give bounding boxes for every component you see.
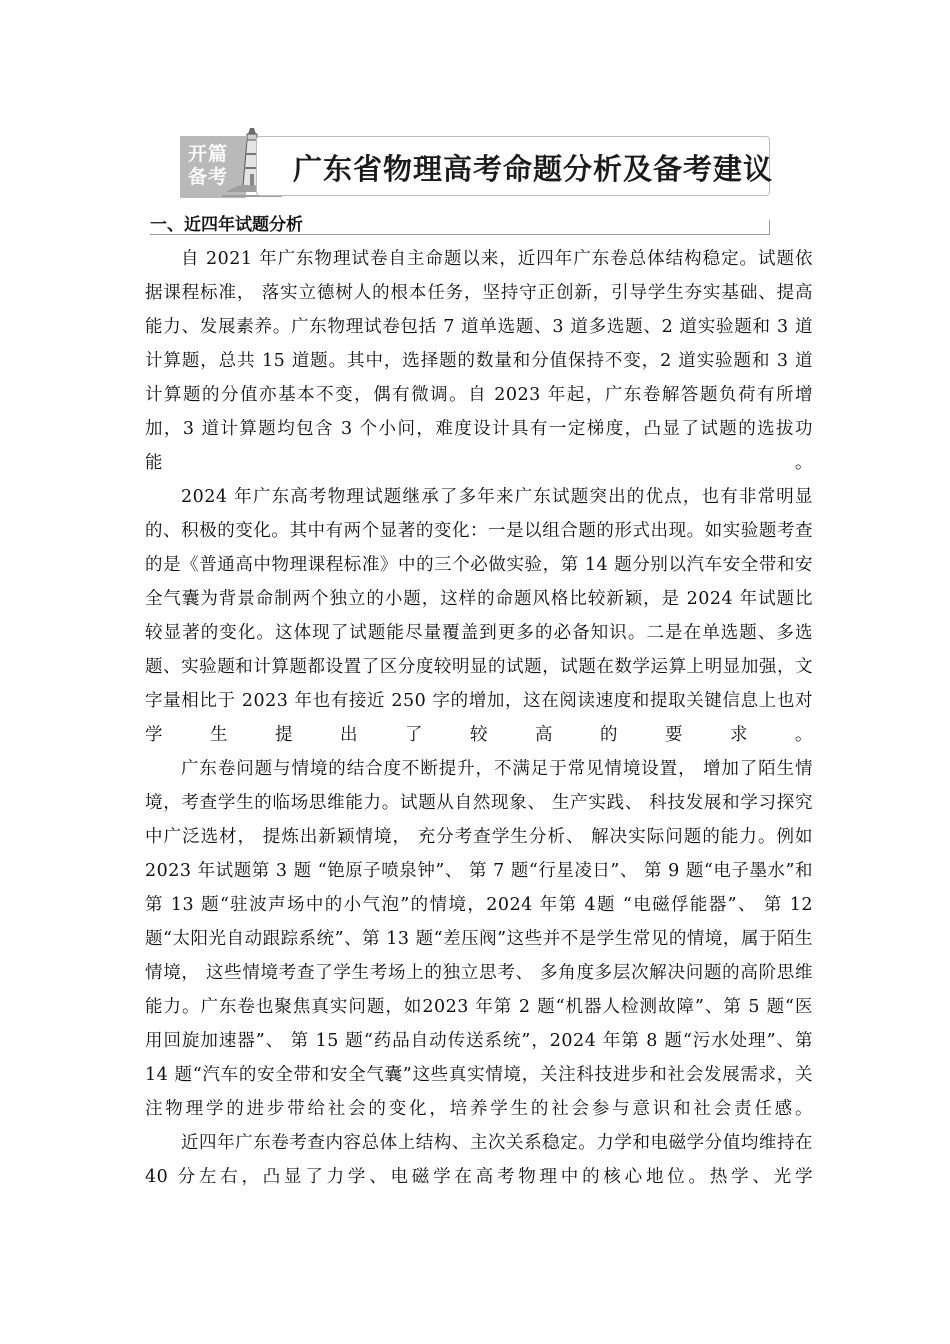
- text-line: 和学习探究中广泛选材， 提炼出新颖情境， 充分考查学生分析、 解决实际问: [145, 793, 814, 847]
- text-line: 依据课程标准， 落实立德树人的根本任务，坚持守正创新，引导学生夯实基础、: [145, 249, 813, 303]
- paragraph: [145, 1126, 813, 1194]
- text-line: 和安全气囊”这些真实情境，关注科技进步和社会发展需求，关注物理学的进: [145, 1065, 813, 1119]
- text-line: 是 2024 年试题比较显著的变化。这体现了试题能尽量覆盖到更多的必备知识。: [145, 589, 813, 643]
- paragraph: [145, 480, 813, 752]
- chapter-tag-line-2: 备考: [188, 166, 229, 188]
- paragraph: [145, 242, 813, 480]
- text-line: 题和 3 道计算题的分值亦基本不变，偶有微调。自 2023 年起，广东卷解答题负: [145, 351, 813, 405]
- text-line: 近四年广东卷考查内容总体上结构、主次关系稳定。力学和电磁学分值均: [181, 1133, 759, 1153]
- text-line: 维持在 40 分左右，凸显了力学、电磁学在高考物理中的核心地位。热学、光学: [145, 1133, 814, 1187]
- text-line: 验题考查的是《普通高中物理课程标准》中的三个必做实验，第 14 题分别以汽: [145, 521, 814, 575]
- text-line: 和 3 道计算题，总共 15 道题。其中，选择题的数量和分值保持不变，2 道实验: [145, 317, 813, 371]
- text-line: 2024 年广东高考物理试题继承了多年来广东试题突出的优点，也有非常明: [181, 487, 795, 507]
- text-line: 读速度和提取关键信息上也对学生提出了较高的要求。: [145, 691, 813, 745]
- text-line: 2023 年第 2 题“机器人检测故障”、第 5 题“医用回旋加速器”、 第 15 题: [145, 997, 813, 1051]
- paragraph: [145, 752, 813, 1126]
- text-line: 这些并不是学生常见的情境，属于陌生情境， 这些情境考查了学生考场上的独: [145, 929, 814, 983]
- text-line: 荷有所增加，3 道计算题均包含 3 个小问，难度设计具有一定梯度，凸显了试题: [145, 385, 813, 439]
- text-line: 步带给社会的变化，培养学生的社会参与意识和社会责任感。: [266, 1099, 813, 1119]
- chapter-tag-line-1: 开篇: [188, 143, 229, 165]
- text-line: 广东卷问题与情境的结合度不断提升，不满足于常见情境设置， 增加了陌: [181, 759, 777, 779]
- section-divider: [150, 234, 770, 235]
- section-divider-end: [769, 220, 770, 234]
- text-line: “药品自动传送系统”，2024 年第 8 题“污水处理”、第 14 题“汽车的安全带: [145, 1031, 813, 1085]
- text-line: 提高能力、发展素养。广东物理试卷包括 7 道单选题、3 道多选题、2 道实验题: [145, 283, 814, 337]
- text-line: 自 2021 年广东物理试卷自主命题以来，近四年广东卷总体结构稳定。试题: [181, 249, 795, 269]
- page-title: 广东省物理高考命题分析及备考建议: [293, 152, 774, 186]
- text-line: 立思考、 多角度多层次解决问题的高阶思维能力。广东卷也聚焦真实问题，如: [145, 963, 814, 1017]
- text-line: 的选拔功能。: [145, 419, 813, 473]
- text-line: 二是在单选题、多选题、实验题和计算题都设置了区分度较明显的试题，试题: [145, 623, 814, 677]
- title-box: [256, 136, 774, 196]
- text-line: 题 “电磁俘能器”、 第 12 题“太阳光自动跟踪系统”、第 13 题“差压阀”: [145, 895, 813, 949]
- text-line: 题的能力。例如 2023 年试题第 3 题 “铯原子喷泉钟”、 第 7 题“行星凌日”、: [145, 827, 814, 881]
- section-heading: 一、近四年试题分析: [150, 215, 303, 235]
- text-line: 显的、积极的变化。其中有两个显著的变化：一是以组合题的形式出现。如实: [145, 487, 813, 541]
- text-line: 第 9 题“电子墨水”和 第 13 题“驻波声场中的小气泡”的情境，2024 年第 4: [145, 861, 814, 915]
- section-header: [150, 208, 770, 238]
- text-line: 在数学运算上明显加强，文字量相比于 2023 年也有接近 250 字的增加，这在阅: [145, 657, 814, 711]
- text-line: 车安全带和安全气囊为背景命制两个独立的小题，这样的命题风格比较新颖，: [145, 555, 813, 609]
- text-line: 生情境，考查学生的临场思维能力。试题从自然现象、 生产实践、 科技发展: [145, 759, 814, 813]
- chapter-banner: [176, 132, 772, 200]
- article-body: [145, 242, 813, 1194]
